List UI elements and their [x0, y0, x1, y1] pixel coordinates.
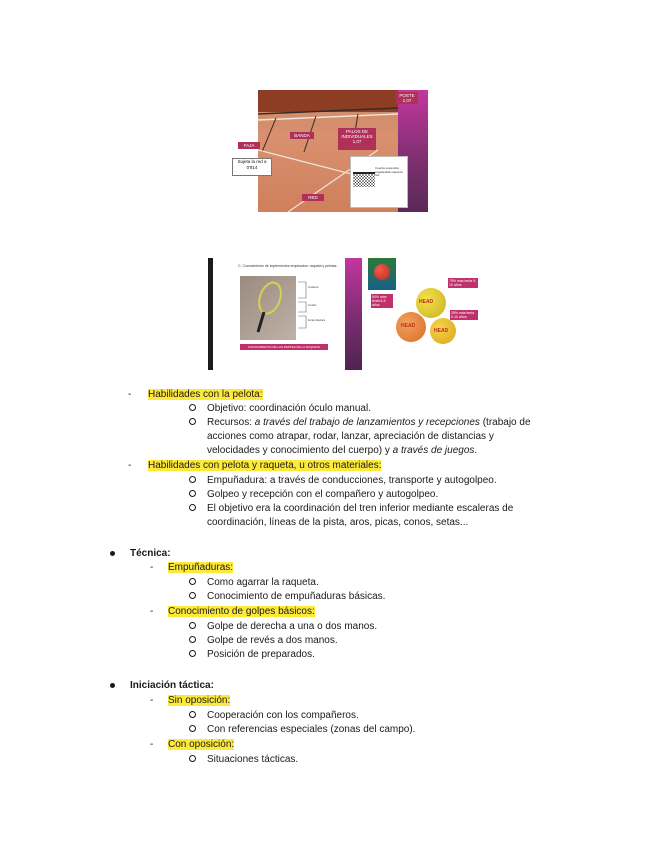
- label-red: RED: [302, 194, 324, 201]
- circle-bullet: [189, 650, 196, 657]
- circle-bullet: [189, 490, 196, 497]
- item-objetivo-tren-line2: coordinación, líneas de la pista, aros, picas, conos, setas...: [207, 517, 469, 528]
- heading-sin-oposicion: Sin oposición:: [168, 695, 231, 706]
- net-detail-photo: [350, 156, 408, 208]
- heading-habilidades-raqueta: Habilidades con pelota y raqueta, u otros materiales:: [148, 460, 382, 471]
- label-faja: FAJA: [238, 142, 260, 149]
- item-golpe-reves: Golpe de revés a dos manos.: [207, 635, 338, 646]
- circle-bullet: [189, 711, 196, 718]
- item-referencias-especiales: Con referencias especiales (zonas del campo).: [207, 724, 416, 735]
- ball-tag-2: 50% más lenta 6-9 años: [371, 294, 393, 308]
- circle-bullet: [189, 418, 196, 425]
- item-agarrar: Como agarrar la raqueta.: [207, 577, 319, 588]
- dash-bullet: -: [150, 562, 154, 573]
- item-recursos-line2: acciones como atrapar, rodar, lanzar, apreciación de distancias y: [207, 431, 494, 442]
- dash-bullet: -: [128, 389, 132, 400]
- dark-left-bar: [208, 258, 213, 370]
- racket-balls-figure: [208, 258, 504, 370]
- purple-divider-bar: [345, 258, 362, 370]
- circle-bullet: [189, 636, 196, 643]
- circle-bullet: [189, 725, 196, 732]
- slide-title: C. Conocimiento de implementos empleados: raqueta y pelotas: [238, 264, 337, 268]
- item-recursos: Recursos: a través del trabajo de lanzamientos y recepciones (trabajo de: [207, 417, 531, 428]
- circle-bullet: [189, 476, 196, 483]
- label-poste: POSTE 1,07: [396, 92, 418, 104]
- tennis-net-figure: [237, 90, 428, 212]
- dash-bullet: -: [150, 606, 154, 617]
- dash-bullet: -: [150, 695, 154, 706]
- dash-bullet: -: [150, 739, 154, 750]
- heading-con-oposicion: Con oposición:: [168, 739, 235, 750]
- racket-part-2: Cuello: [308, 303, 317, 307]
- red-ball: [374, 264, 390, 280]
- label-palos-individuales: PALOS DE INDIVIDUALES 1,07: [338, 128, 376, 150]
- label-sujeta-red: Sujeta la red a 0'914: [232, 158, 272, 176]
- circle-bullet: [189, 578, 196, 585]
- racket-caption: CONOCIMIENTO DE LAS PARTES DE LA RAQUETA: [240, 344, 328, 350]
- circle-bullet: [189, 622, 196, 629]
- racket-part-1: Cabeza: [308, 285, 319, 289]
- heading-empunaduras: Empuñaduras:: [168, 562, 234, 573]
- section-iniciacion-tactica-title: Iniciación táctica:: [130, 680, 214, 691]
- ball-tag-3: 25% más lenta 9-10 años: [450, 310, 478, 320]
- bullet-dot: [110, 551, 115, 556]
- dash-bullet: -: [128, 460, 132, 471]
- ball-brand-2: HEAD: [401, 323, 416, 329]
- heading-golpes-basicos: Conocimiento de golpes básicos:: [168, 606, 315, 617]
- circle-bullet: [189, 504, 196, 511]
- item-golpe-derecha: Golpe de derecha a una o dos manos.: [207, 621, 378, 632]
- racket-icon: [240, 276, 296, 340]
- racket-part-3: Empuñadura: [308, 318, 326, 322]
- item-objetivo: Objetivo: coordinación óculo manual.: [207, 403, 371, 414]
- circle-bullet: [189, 592, 196, 599]
- ball-on-court-photo: [368, 258, 396, 290]
- item-golpeo-recepcion: Golpeo y recepción con el compañero y autogolpeo.: [207, 489, 439, 500]
- item-cooperacion: Cooperación con los compañeros.: [207, 710, 359, 721]
- label-banda: BANDA: [290, 132, 314, 139]
- item-posicion-preparados: Posición de preparados.: [207, 649, 315, 660]
- circle-bullet: [189, 404, 196, 411]
- item-recursos-line3: velocidades y conocimiento del cuerpo) y a través de juegos.: [207, 445, 478, 456]
- net-caption: Cuerda sostenida engalanada sujeta la red: [375, 166, 403, 177]
- racket-photo: [240, 276, 296, 340]
- item-empunadura: Empuñadura: a través de conducciones, transporte y autogolpeo.: [207, 475, 497, 486]
- item-conocimiento-empunaduras: Conocimiento de empuñaduras básicas.: [207, 591, 386, 602]
- ball-brand-1: HEAD: [419, 299, 434, 305]
- heading-habilidades-pelota: Habilidades con la pelota:: [148, 389, 263, 400]
- section-tecnica-title: Técnica:: [130, 548, 171, 559]
- item-situaciones-tacticas: Situaciones tácticas.: [207, 754, 299, 765]
- item-objetivo-tren: El objetivo era la coordinación del tren inferior mediante escaleras de: [207, 503, 514, 514]
- bullet-dot: [110, 683, 115, 688]
- ball-brand-3: HEAD: [434, 328, 449, 334]
- circle-bullet: [189, 755, 196, 762]
- net-mesh-icon: [351, 157, 407, 207]
- ball-tag-1: 75% más lenta 9-10 años: [449, 279, 477, 287]
